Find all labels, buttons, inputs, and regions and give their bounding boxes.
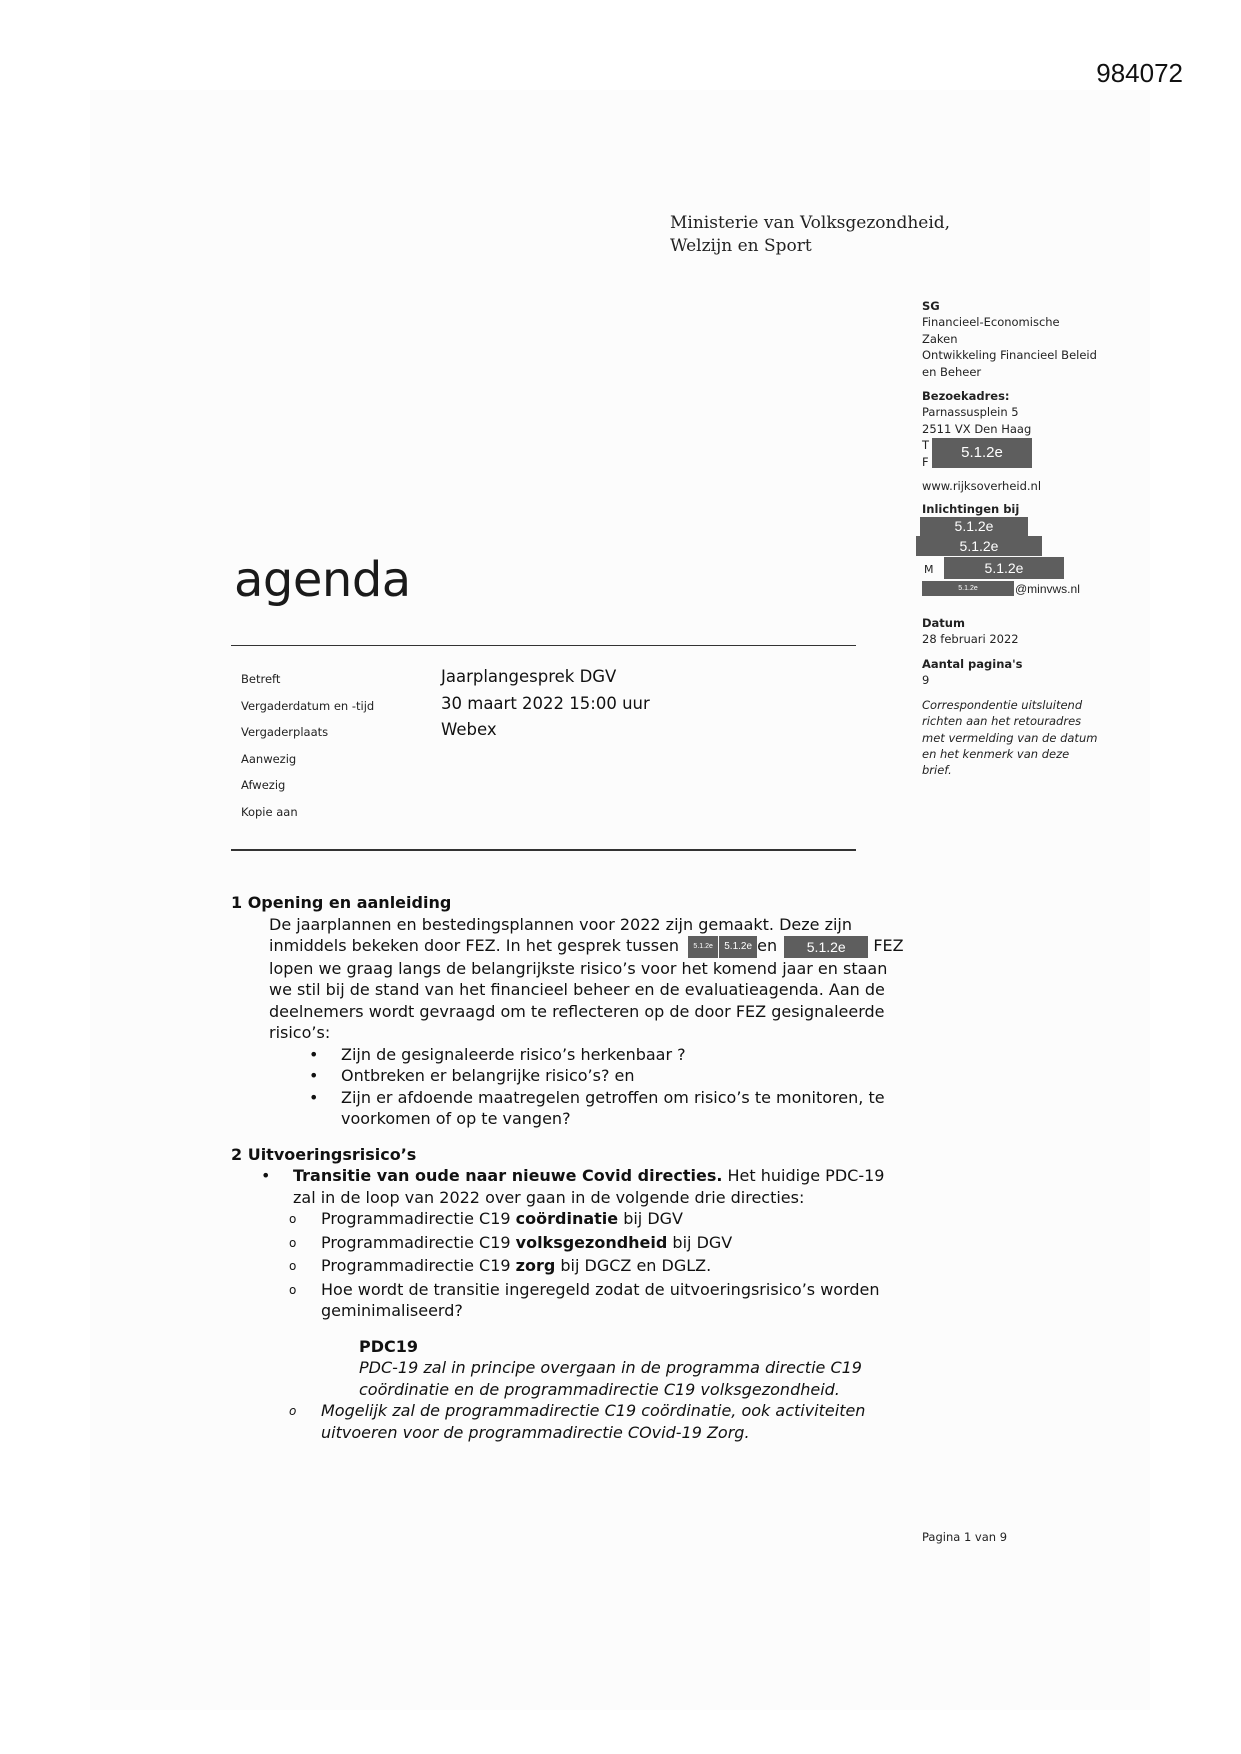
pdc-heading: PDC19 (359, 1336, 419, 1356)
subitem-text: Programmadirectie C19 (321, 1209, 516, 1228)
item-bold: Transitie van oude naar nieuwe Covid directies. (293, 1166, 723, 1185)
visit-label: Bezoekadres: (922, 389, 1010, 404)
note-line: met vermelding van de datum (922, 730, 1098, 745)
address-line: 2511 VX Den Haag (922, 421, 1032, 436)
para-text: lopen we graag langs de belangrijkste risico’s voor het komend jaar en staan we stil bij de stand van het financieel beheer en de evaluatieagenda. Aan de deelnemers wordt gevraagd om te reflecteren op de door FEZ gesignaleerde risico’s: (269, 958, 888, 1042)
item-text: Het huidige PDC-19 zal in de loop van 2022 over gaan in de volgende drie directies: (293, 1166, 885, 1207)
section-1-heading: 1 Opening en aanleiding (231, 893, 452, 912)
subitem-text: bij DGV (667, 1232, 733, 1252)
redacted-name-2: 5.1.2e (916, 536, 1042, 556)
org-line: Zaken (922, 331, 958, 346)
meta-label: Vergaderdatum en -tijd (241, 698, 375, 713)
note-line: Correspondentie uitsluitend (922, 697, 1083, 712)
divider-bottom (231, 849, 856, 851)
redacted-name-1: 5.1.2e (920, 517, 1028, 536)
meta-datetime: 30 maart 2022 15:00 uur (441, 693, 650, 713)
date-label: Datum (922, 616, 965, 631)
meta-label: Kopie aan (241, 804, 298, 819)
pages-value: 9 (922, 673, 930, 688)
section-2-bullets (231, 1165, 911, 1208)
para-fragment: inmiddels bekeken door FEZ. In het gesprek tussen (269, 936, 680, 955)
meta-label: Betreft (241, 672, 281, 686)
para-fragment: en (757, 936, 778, 955)
phone-block (922, 437, 1122, 470)
agenda-body (231, 892, 911, 1445)
ministry-logo-text (670, 212, 950, 258)
section-2-subitems-2 (231, 1400, 911, 1443)
subitem-bold: zorg (515, 1256, 556, 1275)
redacted-big: 5.1.2e (784, 936, 868, 958)
note-line: en het kenmerk van deze (922, 746, 1070, 761)
meta-location: Webex (441, 720, 497, 740)
section-2-subitems (231, 1208, 911, 1322)
document-number: 984072 (1096, 58, 1183, 88)
meta-label: Afwezig (241, 778, 286, 793)
list-item: • Zijn de gesignaleerde risico’s herkenbaar ? (309, 1044, 911, 1066)
note-line: richten aan het retouradres (922, 714, 1082, 729)
page-footer: Pagina 1 van 9 (922, 1530, 1008, 1544)
mobile-label: M (924, 563, 934, 577)
pdc-block (359, 1336, 911, 1401)
contact-redactions (922, 517, 1122, 603)
pdc-text: PDC-19 zal in principe overgaan in de programma directie C19 coördinatie en de programmadirectie C19 volksgezondheid. (359, 1358, 862, 1399)
redacted-mid: 5.1.2e (719, 936, 757, 958)
meta-subject: Jaarplangesprek DGV (441, 667, 617, 686)
address-line: Parnassusplein 5 (922, 405, 1019, 420)
para-line-redacted (269, 935, 911, 958)
subitem-text: Programmadirectie C19 (321, 1232, 516, 1252)
list-item (289, 1208, 911, 1230)
date-value: 28 februari 2022 (922, 632, 1019, 647)
divider-top (231, 645, 856, 646)
note-line: brief. (922, 763, 952, 778)
redacted-small: 5.1.2e (688, 936, 718, 958)
subitem-bold: coördinatie (515, 1209, 619, 1228)
org-head: SG (922, 299, 940, 313)
redacted-phone: 5.1.2e (932, 438, 1032, 468)
para-line: De jaarplannen en bestedingsplannen voor 2022 zijn gemaakt. Deze zijn (269, 914, 853, 934)
website: www.rijksoverheid.nl (922, 479, 1042, 494)
subitem-text: Programmadirectie C19 (321, 1256, 516, 1275)
meta-label: Aanwezig (241, 751, 297, 766)
section-1-bullets (231, 1044, 911, 1130)
list-item: o Mogelijk zal de programmadirectie C19 coördinatie, ook activiteiten uitvoeren voor de programmadirectie COvid-19 Zorg. (289, 1400, 911, 1443)
sidebar (922, 298, 1122, 779)
pages-label: Aantal pagina's (922, 656, 1023, 671)
email-suffix: @minvws.nl (1015, 582, 1080, 597)
subitem-text: bij DGCZ en DGLZ. (555, 1256, 712, 1275)
list-item (289, 1232, 911, 1254)
meta-values (441, 664, 650, 744)
list-item (261, 1165, 911, 1208)
phone-label-t: T (922, 438, 930, 453)
section-2-heading: 2 Uitvoeringsrisico’s (231, 1144, 417, 1164)
para-fragment: FEZ (873, 936, 904, 955)
agenda-title: agenda (234, 552, 411, 608)
phone-label-f: F (922, 454, 929, 469)
list-item (289, 1255, 911, 1277)
subitem-bold: volksgezondheid (515, 1232, 668, 1252)
meta-label: Vergaderplaats (241, 725, 329, 740)
subitem-text: bij DGV (618, 1209, 683, 1228)
org-line: Ontwikkeling Financieel Beleid (922, 348, 1097, 363)
ministry-line-1: Ministerie van Volksgezondheid, (670, 213, 951, 233)
org-line: en Beheer (922, 364, 982, 379)
redacted-mobile: 5.1.2e (944, 557, 1064, 579)
list-item: • Zijn er afdoende maatregelen getroffen om risico’s te monitoren, te voorkomen of op te vangen? (309, 1087, 911, 1130)
list-item: o Hoe wordt de transitie ingeregeld zodat de uitvoeringsrisico’s worden geminimaliseerd? (289, 1279, 911, 1322)
info-label: Inlichtingen bij (922, 501, 1020, 516)
redacted-email: 5.1.2e (922, 581, 1014, 596)
section-1-text (269, 914, 911, 1044)
list-item: • Ontbreken er belangrijke risico’s? en (309, 1065, 911, 1087)
meta-labels (241, 666, 374, 826)
org-line: Financieel-Economische (922, 315, 1060, 330)
ministry-line-2: Welzijn en Sport (670, 236, 812, 256)
